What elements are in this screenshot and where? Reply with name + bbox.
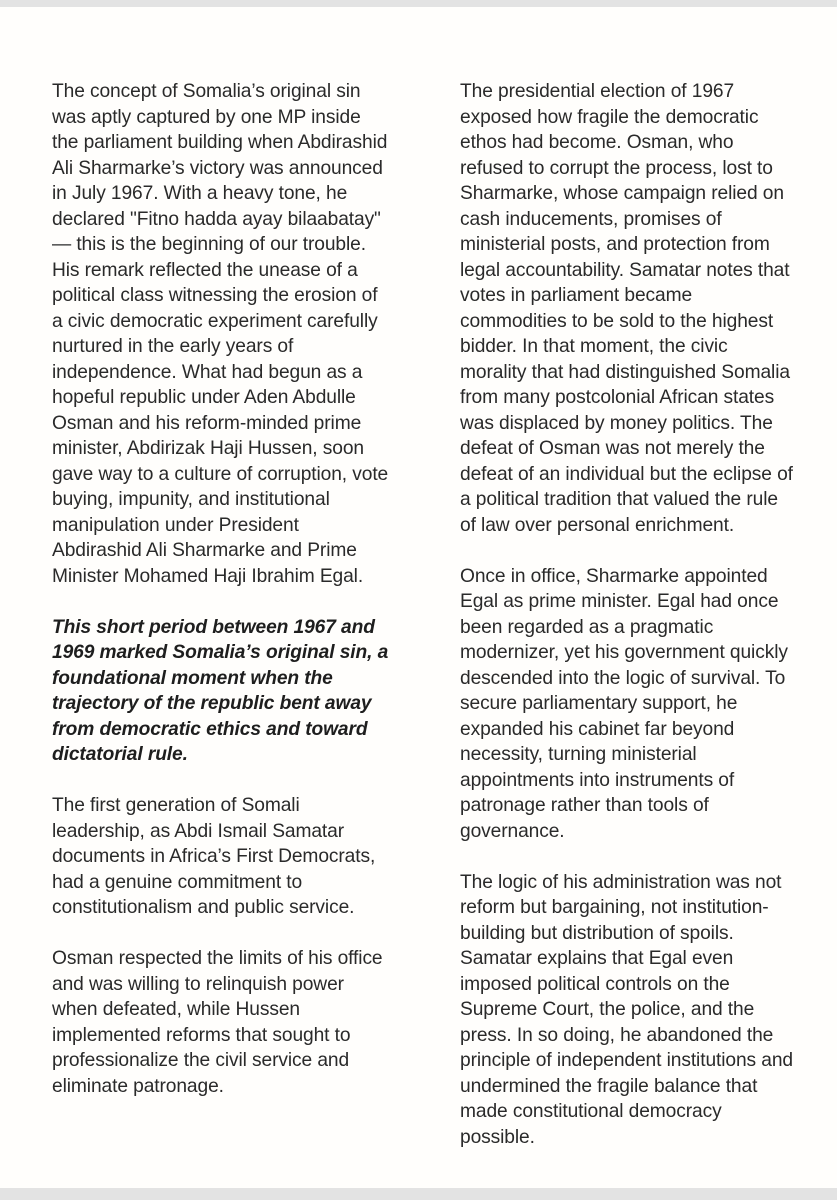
pull-quote: This short period between 1967 and 1969 marked Somalia’s original sin, a foundational moment when the trajectory of the republic bent away from democratic ethics and toward dictatorial rule. [52, 616, 389, 765]
paragraph-first-generation: The first generation of Somali leadership, as Abdi Ismail Samatar documents in Africa’s First Democrats, had a genuine commitment to constitutionalism and public service. [52, 795, 376, 918]
paragraph-election-1967: The presidential election of 1967 exposed how fragile the democratic ethos had become. Osman, who refused to corrupt the process, lost to Sharmarke, whose campaign relied on cash inducements, promises of ministerial posts, and protection from legal accountability. Samatar notes that votes in parliament became commodities to be sold to the highest bidder. In that moment, the civic morality that had distinguished Somalia from many postcolonial African states was displaced by money politics. The defeat of Osman was not merely the defeat of an individual but the eclipse of a political tradition that valued the rule of law over personal enrichment. [460, 81, 793, 536]
paragraph-egal-appointment: Once in office, Sharmarke appointed Egal as prime minister. Egal had once been regarded as a pragmatic modernizer, yet his government quickly descended into the logic of survival. To secure parliamentary support, he expanded his cabinet far beyond necessity, turning ministerial appointments into instruments of patronage rather than tools of governance. [460, 565, 788, 842]
right-column [460, 79, 795, 1176]
document-page [0, 7, 837, 1188]
paragraph-osman-hussen: Osman respected the limits of his office and was willing to relinquish power when defeated, while Hussen implemented reforms that sought to professionalize the civil service and eliminate patronage. [52, 948, 383, 1097]
left-column [52, 79, 392, 1125]
paragraph-original-sin-intro: The concept of Somalia’s original sin was aptly captured by one MP inside the parliament building when Abdirashid Ali Sharmarke’s victory was announced in July 1967. With a heavy tone, he declared "Fitno hadda ayay bilaabatay" — this is the beginning of our trouble. His remark reflected the unease of a political class witnessing the erosion of a civic democratic experiment carefully nurtured in the early years of independence. What had begun as a hopeful republic under Aden Abdulle Osman and his reform-minded prime minister, Abdirizak Haji Hussen, soon gave way to a culture of corruption, vote buying, impunity, and institutional manipulation under President Abdirashid Ali Sharmarke and Prime Minister Mohamed Haji Ibrahim Egal. [52, 81, 389, 587]
paragraph-administration-logic: The logic of his administration was not reform but bargaining, not institution-building but distribution of spoils. Samatar explains that Egal even imposed political controls on the Supreme Court, the police, and the press. In so doing, he abandoned the principle of independent institutions and undermined the fragile balance that made constitutional democracy possible. [460, 871, 793, 1148]
